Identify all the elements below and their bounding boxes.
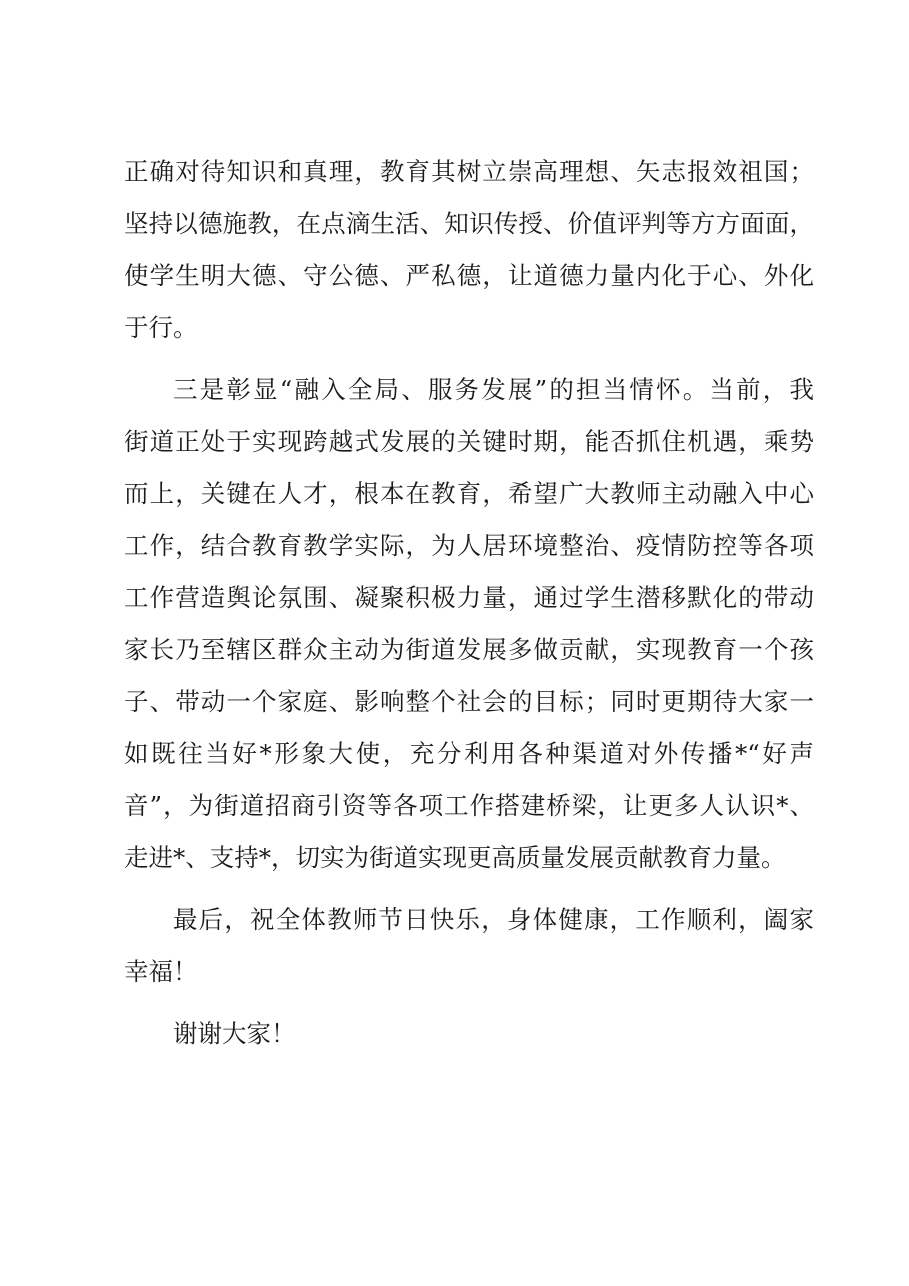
paragraph-line: 家长乃至辖区群众主动为街道发展多做贡献，实现教育一个孩 <box>124 635 814 664</box>
paragraph-spacer <box>124 884 814 894</box>
paragraph-line: 坚持以德施教，在点滴生活、知识传授、价值评判等方方面面， <box>124 209 814 238</box>
paragraph-line: 工作营造舆论氛围、凝聚积极力量，通过学生潜移默化的带动 <box>124 583 814 612</box>
document-body <box>124 146 814 1060</box>
paragraph-line: 走进*、支持*，切实为街道实现更高质量发展贡献教育力量。 <box>124 843 786 872</box>
paragraph-line: 工作，结合教育教学实际，为人居环境整治、疫情防控等各项 <box>124 531 814 560</box>
paragraph-line: 而上，关键在人才，根本在教育，希望广大教师主动融入中心 <box>124 479 814 508</box>
paragraph-serve-development <box>124 364 814 884</box>
paragraph-spacer <box>124 998 814 1008</box>
paragraph-moral-education <box>124 146 814 354</box>
paragraph-line: 音”，为街道招商引资等各项工作搭建桥梁，让更多人认识*、 <box>124 791 814 820</box>
paragraph-thanks <box>124 1008 814 1060</box>
paragraph-line: 街道正处于实现跨越式发展的关键时期，能否抓住机遇，乘势 <box>124 427 814 456</box>
paragraph-line: 使学生明大德、守公德、严私德，让道德力量内化于心、外化 <box>124 261 814 290</box>
paragraph-spacer <box>124 354 814 364</box>
paragraph-line: 正确对待知识和真理，教育其树立崇高理想、矢志报效祖国； <box>124 157 814 186</box>
paragraph-line: 谢谢大家！ <box>173 1019 296 1048</box>
paragraph-line: 子、带动一个家庭、影响整个社会的目标；同时更期待大家一 <box>124 687 814 716</box>
paragraph-line: 三是彰显“融入全局、服务发展”的担当情怀。当前，我 <box>173 375 814 404</box>
paragraph-line: 如既往当好*形象大使，充分利用各种渠道对外传播*“好声 <box>124 739 814 768</box>
paragraph-line: 于行。 <box>124 313 198 342</box>
paragraph-line: 幸福！ <box>124 957 198 986</box>
paragraph-line: 最后，祝全体教师节日快乐，身体健康，工作顺利，阖家 <box>173 905 814 934</box>
paragraph-closing-wishes <box>124 894 814 998</box>
